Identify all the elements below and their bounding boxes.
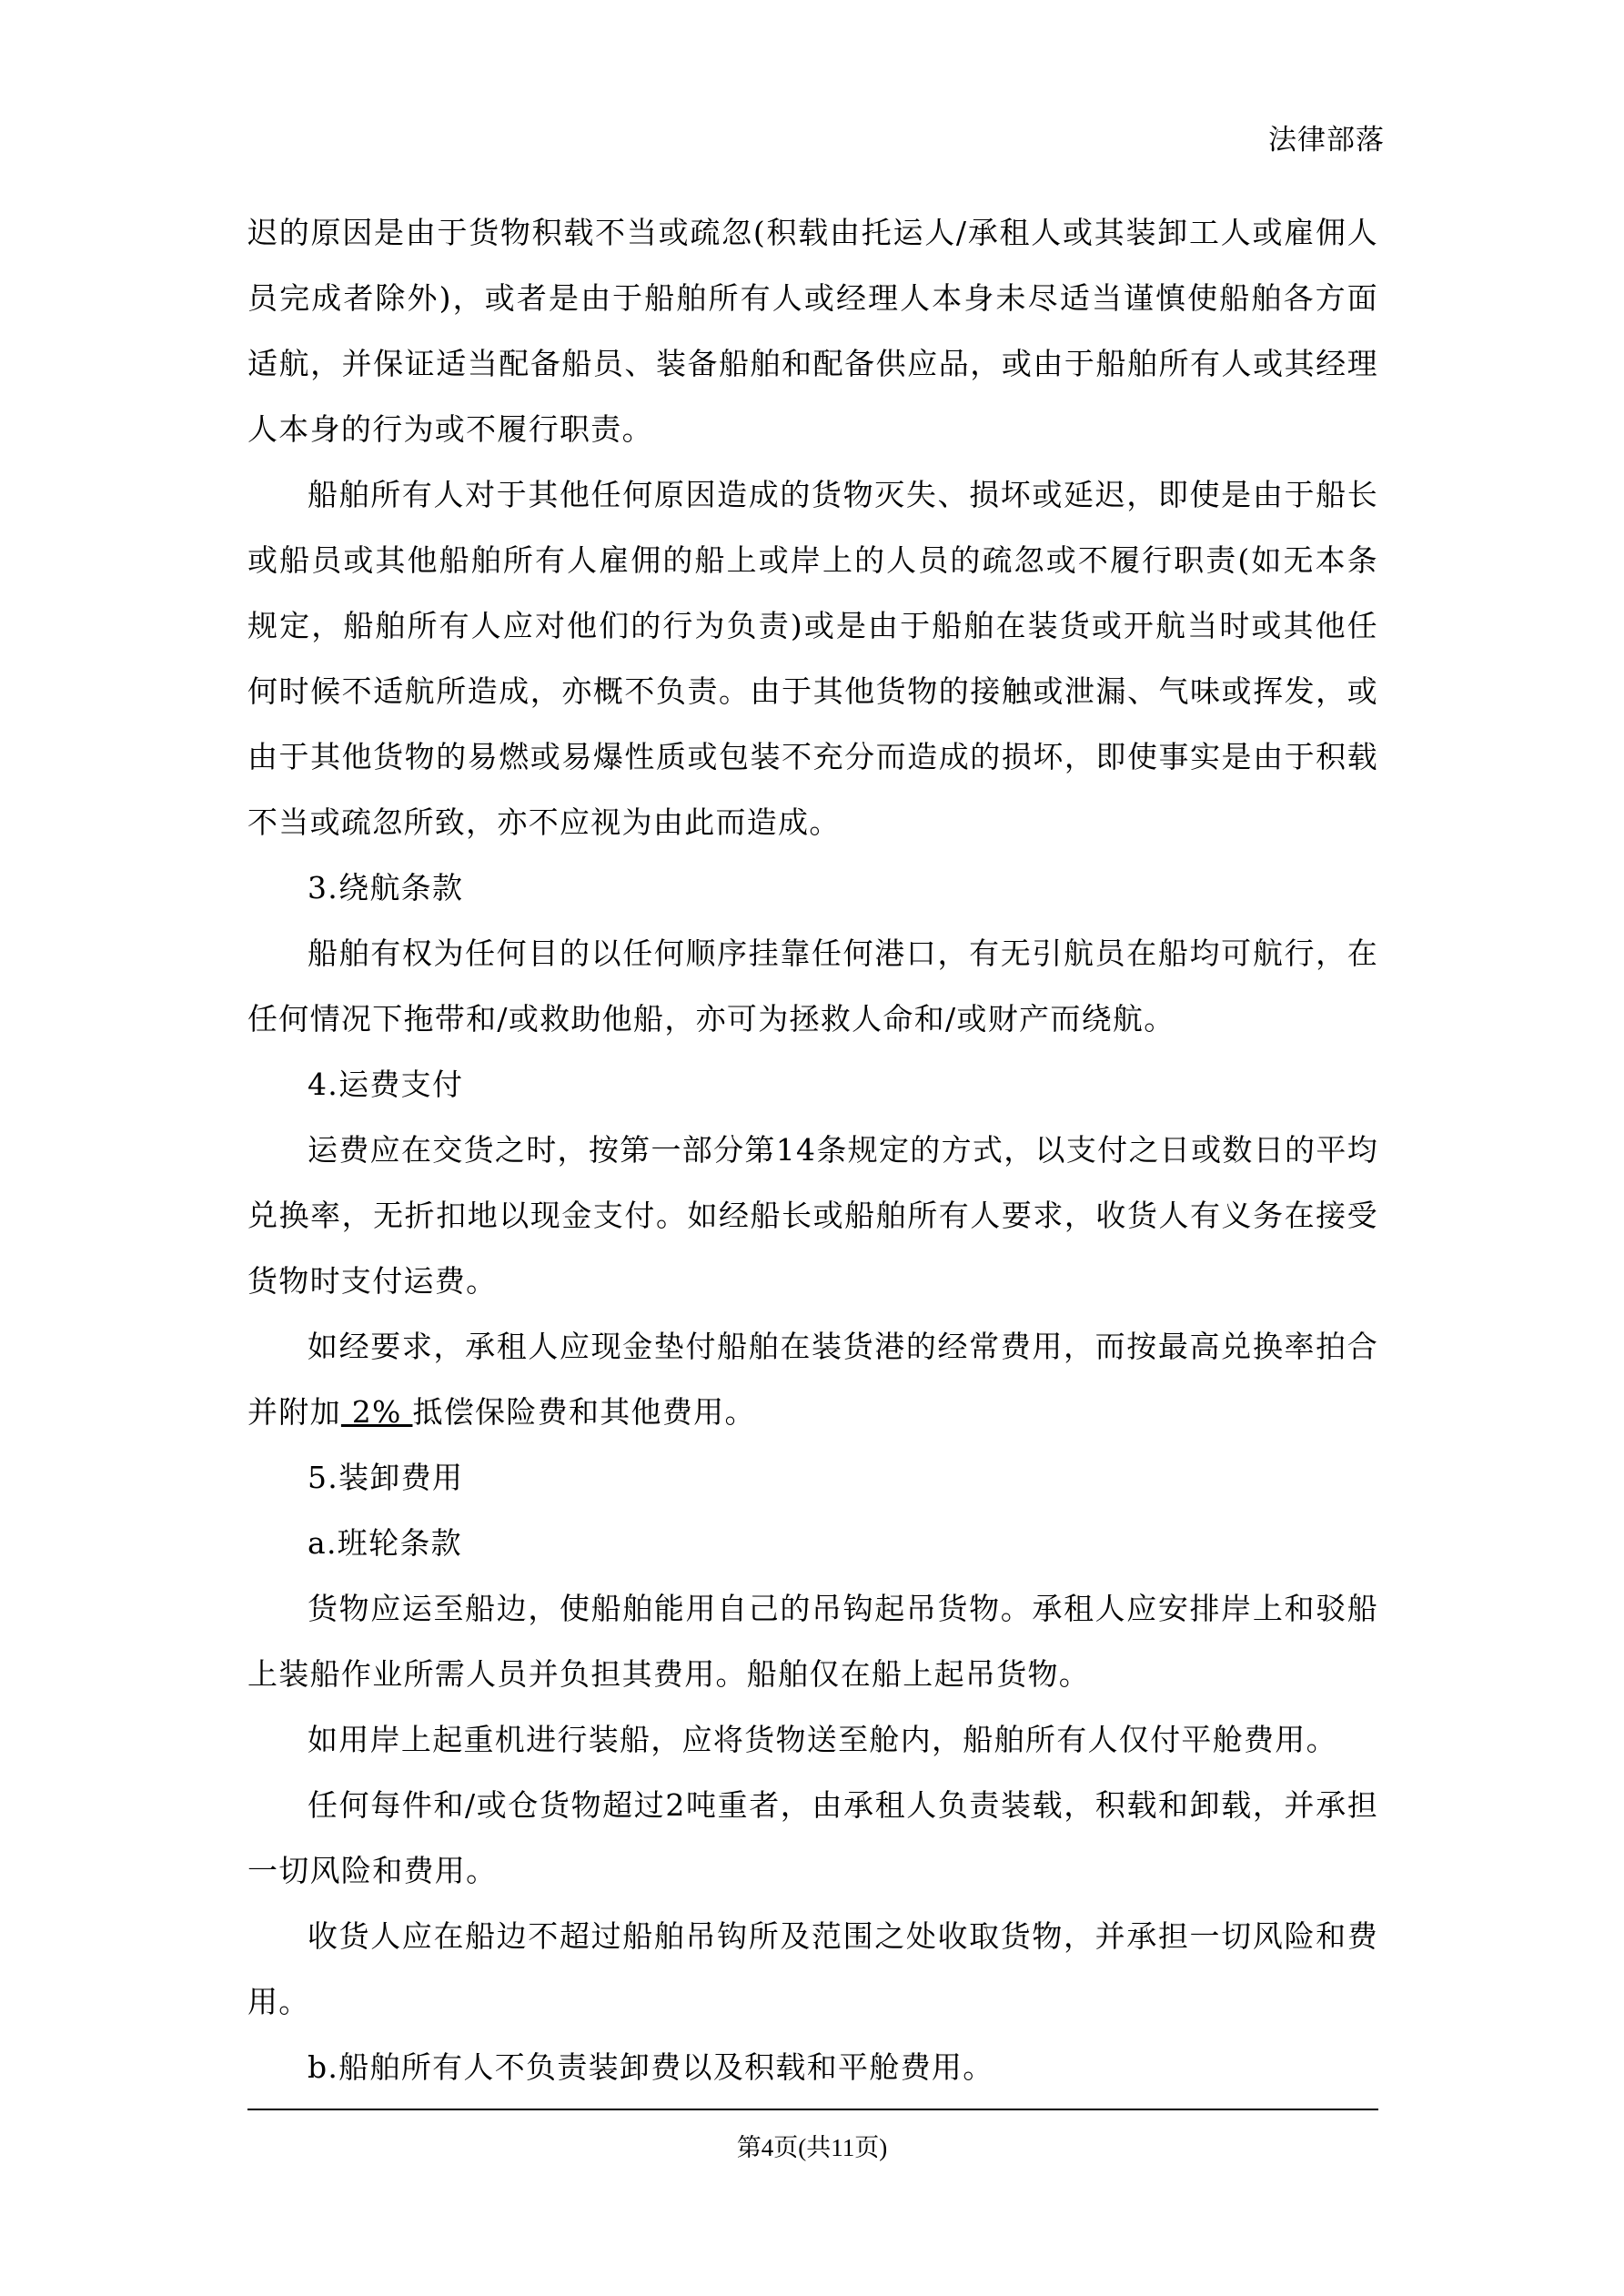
advance-costs-text-after: 抵偿保险费和其他费用。	[412, 1394, 756, 1430]
document-body	[247, 200, 1378, 2100]
section-heading-deviation: 3.绕航条款	[308, 870, 464, 905]
footer-divider	[247, 2109, 1378, 2110]
paragraph-continuation: 迟的原因是由于货物积载不当或疏忽(积载由托运人/承租人或其装卸工人或雇佣人员完成者除外)，或者是由于船舶所有人或经理人本身未尽适当谨慎使船舶各方面适航，并保证适当配备船员、装备船舶和配备供应品，或由于船舶所有人或其经理人本身的行为或不履行职责。	[247, 215, 1378, 447]
paragraph-advance-costs	[247, 1314, 1378, 1445]
page-header-brand: 法律部落	[1268, 124, 1385, 157]
section-heading-loading-costs: 5.装卸费用	[308, 1460, 464, 1495]
paragraph-deviation: 船舶有权为任何目的以任何顺序挂靠任何港口，有无引航员在船均可航行，在任何情况下拖带和/或救助他船，亦可为拯救人命和/或财产而绕航。	[247, 936, 1378, 1037]
paragraph-heavy-lifts: 任何每件和/或仓货物超过2吨重者，由承租人负责装载，积载和卸载，并承担一切风险和费用。	[247, 1787, 1378, 1888]
subheading-fio-terms: b.船舶所有人不负责装卸费以及积载和平舱费用。	[308, 2049, 994, 2085]
advance-costs-percentage: 2%	[340, 1394, 413, 1430]
paragraph-owner-liability: 船舶所有人对于其他任何原因造成的货物灭失、损坏或延迟，即使是由于船长或船员或其他船舶所有人雇佣的船上或岸上的人员的疏忽或不履行职责(如无本条规定，船舶所有人应对他们的行为负责)或是由于船舶在装货或开航当时或其他任何时候不适航所造成，亦概不负责。由于其他货物的接触或泄漏、气味或挥发，或由于其他货物的易燃或易爆性质或包装不充分而造成的损坏，即使事实是由于积载不当或疏忽所致，亦不应视为由此而造成。	[247, 477, 1378, 840]
paragraph-receiver-delivery: 收货人应在船边不超过船舶吊钩所及范围之处收取货物，并承担一切风险和费用。	[247, 1918, 1378, 2019]
subheading-liner-terms: a.班轮条款	[308, 1525, 462, 1561]
page-number: 第4页(共11页)	[736, 2134, 888, 2161]
section-heading-freight-payment: 4.运费支付	[308, 1067, 464, 1102]
advance-costs-text-before: 如经要求，承租人应现金垫付船舶在装货港的经常费用，而按最高兑换率拍合并附加	[247, 1329, 1378, 1430]
paragraph-freight-payment: 运费应在交货之时，按第一部分第14条规定的方式，以支付之日或数日的平均兑换率，无折扣地以现金支付。如经船长或船舶所有人要求，收货人有义务在接受货物时支付运费。	[247, 1132, 1378, 1299]
paragraph-shore-crane: 如用岸上起重机进行装船，应将货物送至舱内，船舶所有人仅付平舱费用。	[308, 1722, 1337, 1757]
paragraph-liner-terms: 货物应运至船边，使船舶能用自己的吊钩起吊货物。承租人应安排岸上和驳船上装船作业所需人员并负担其费用。船舶仅在船上起吊货物。	[247, 1591, 1378, 1692]
